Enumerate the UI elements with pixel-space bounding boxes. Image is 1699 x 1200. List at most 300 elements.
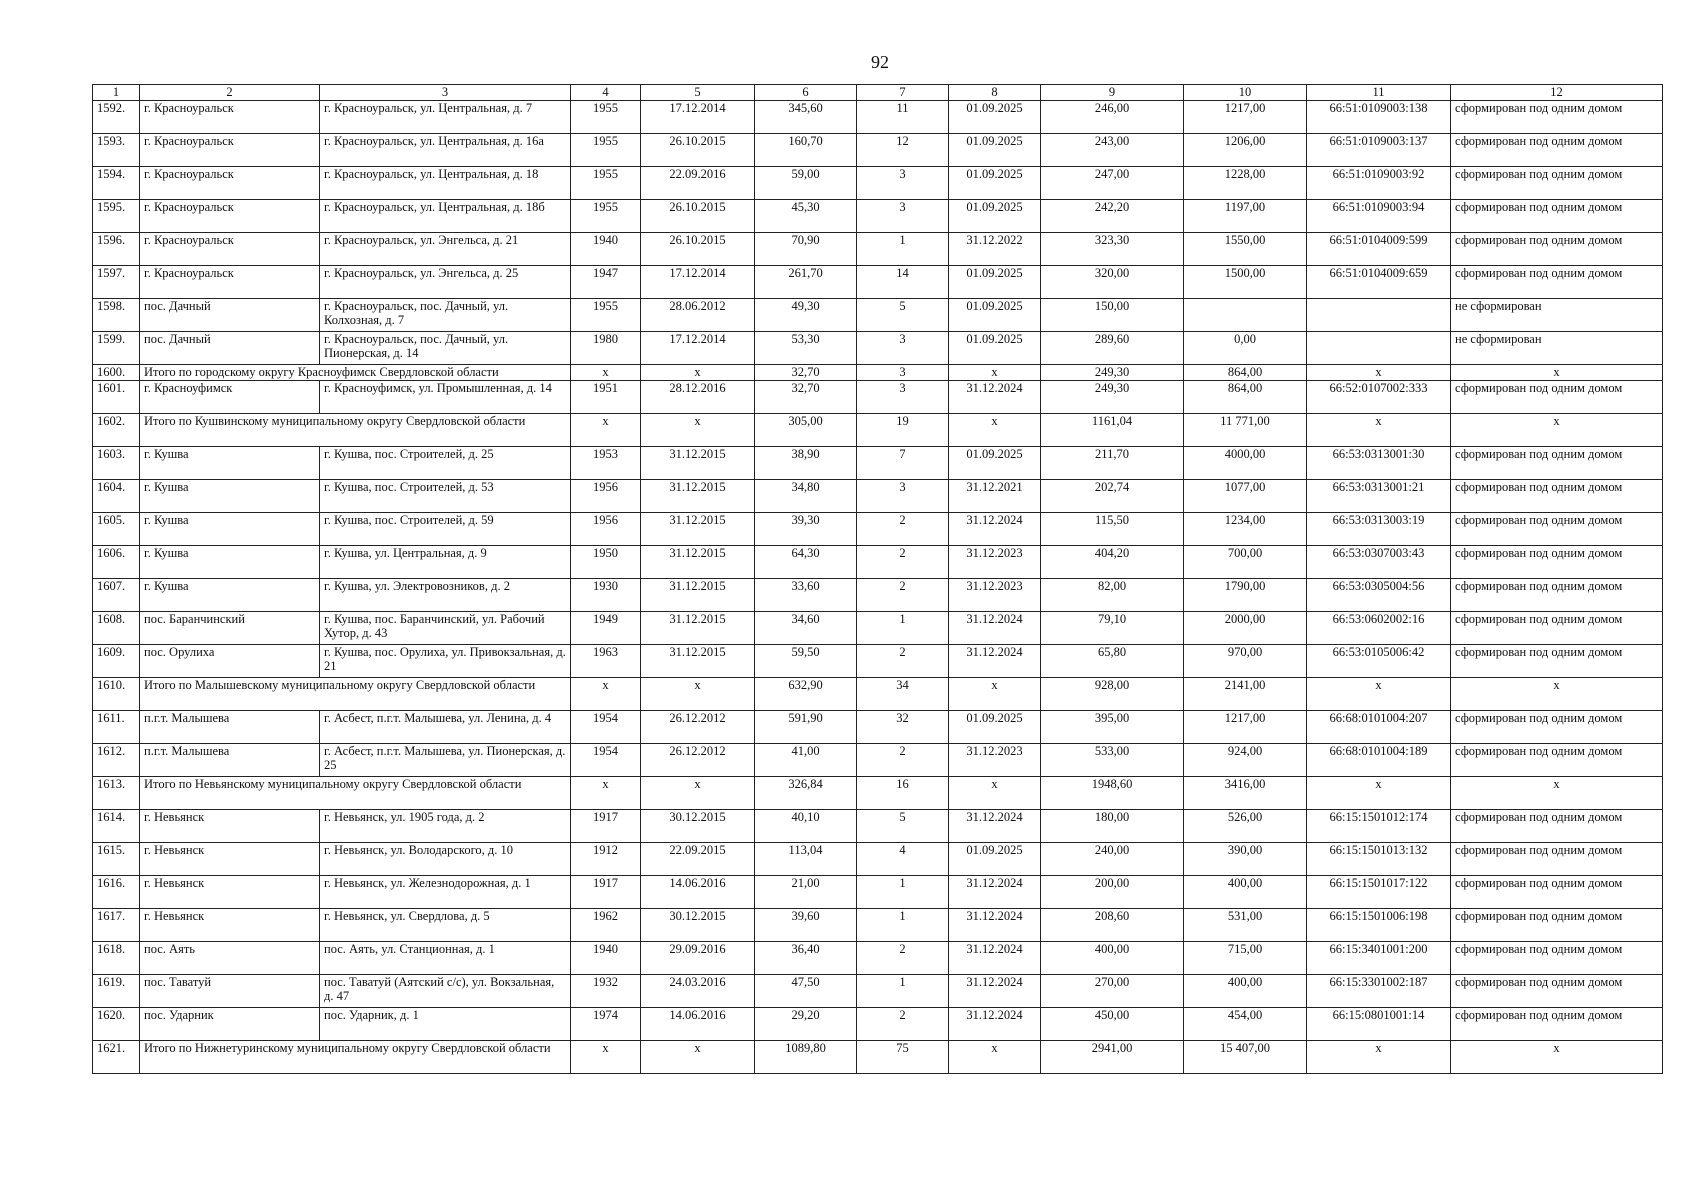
area-cell: 38,90 xyxy=(755,447,857,480)
locality-cell: г. Красноуральск xyxy=(140,266,320,299)
col10-cell: 2141,00 xyxy=(1184,678,1307,711)
col9-cell: 395,00 xyxy=(1041,711,1184,744)
deadline-cell: 31.12.2024 xyxy=(949,1008,1041,1041)
locality-cell: г. Красноуральск xyxy=(140,167,320,200)
status-cell: x xyxy=(1451,1041,1663,1074)
address-cell: г. Невьянск, ул. Свердлова, д. 5 xyxy=(320,909,571,942)
col10-cell: 970,00 xyxy=(1184,645,1307,678)
col10-cell: 1550,00 xyxy=(1184,233,1307,266)
col10-cell: 2000,00 xyxy=(1184,612,1307,645)
deadline-cell: x xyxy=(949,678,1041,711)
address-cell: г. Асбест, п.г.т. Малышева, ул. Пионерская, д. 25 xyxy=(320,744,571,777)
deadline-cell: 31.12.2024 xyxy=(949,381,1041,414)
date-cell: 24.03.2016 xyxy=(641,975,755,1008)
summary-label: Итого по Нижнетуринскому муниципальному округу Свердловской области xyxy=(140,1041,571,1074)
col9-cell: 270,00 xyxy=(1041,975,1184,1008)
status-cell: не сформирован xyxy=(1451,299,1663,332)
col9-cell: 82,00 xyxy=(1041,579,1184,612)
table-row xyxy=(93,975,1663,1008)
cadastral-number-cell: 66:51:0109003:92 xyxy=(1307,167,1451,200)
address-cell: г. Кушва, ул. Центральная, д. 9 xyxy=(320,546,571,579)
summary-row xyxy=(93,414,1663,447)
date-cell: 14.06.2016 xyxy=(641,1008,755,1041)
locality-cell: г. Кушва xyxy=(140,447,320,480)
area-cell: 32,70 xyxy=(755,365,857,381)
row-number: 1599. xyxy=(93,332,140,365)
address-cell: г. Кушва, ул. Электровозников, д. 2 xyxy=(320,579,571,612)
col10-cell: 531,00 xyxy=(1184,909,1307,942)
locality-cell: пос. Ударник xyxy=(140,1008,320,1041)
date-cell: 31.12.2015 xyxy=(641,480,755,513)
table-row xyxy=(93,810,1663,843)
address-cell: г. Невьянск, ул. Володарского, д. 10 xyxy=(320,843,571,876)
locality-cell: г. Красноуральск xyxy=(140,200,320,233)
year-cell: 1951 xyxy=(571,381,641,414)
row-number: 1595. xyxy=(93,200,140,233)
col9-cell: 249,30 xyxy=(1041,365,1184,381)
row-number: 1609. xyxy=(93,645,140,678)
row-number: 1620. xyxy=(93,1008,140,1041)
year-cell: 1947 xyxy=(571,266,641,299)
cadastral-number-cell: 66:15:1501006:198 xyxy=(1307,909,1451,942)
table-row xyxy=(93,744,1663,777)
deadline-cell: 01.09.2025 xyxy=(949,266,1041,299)
area-cell: 59,00 xyxy=(755,167,857,200)
row-number: 1602. xyxy=(93,414,140,447)
col9-cell: 289,60 xyxy=(1041,332,1184,365)
cadastral-number-cell: x xyxy=(1307,365,1451,381)
count-cell: 2 xyxy=(857,1008,949,1041)
col10-cell: 526,00 xyxy=(1184,810,1307,843)
count-cell: 2 xyxy=(857,744,949,777)
summary-row xyxy=(93,678,1663,711)
col9-cell: 79,10 xyxy=(1041,612,1184,645)
count-cell: 19 xyxy=(857,414,949,447)
year-cell: 1917 xyxy=(571,876,641,909)
table-row xyxy=(93,134,1663,167)
status-cell: x xyxy=(1451,414,1663,447)
count-cell: 3 xyxy=(857,332,949,365)
address-cell: г. Красноуральск, ул. Энгельса, д. 25 xyxy=(320,266,571,299)
col10-cell: 864,00 xyxy=(1184,365,1307,381)
row-number: 1598. xyxy=(93,299,140,332)
col9-cell: 404,20 xyxy=(1041,546,1184,579)
year-cell: 1955 xyxy=(571,167,641,200)
count-cell: 1 xyxy=(857,909,949,942)
cadastral-number-cell: 66:53:0313001:30 xyxy=(1307,447,1451,480)
locality-cell: пос. Орулиха xyxy=(140,645,320,678)
date-cell: 31.12.2015 xyxy=(641,447,755,480)
column-number-6: 6 xyxy=(755,85,857,101)
locality-cell: г. Кушва xyxy=(140,546,320,579)
col10-cell: 924,00 xyxy=(1184,744,1307,777)
date-cell: x xyxy=(641,777,755,810)
status-cell: сформирован под одним домом xyxy=(1451,546,1663,579)
year-cell: 1956 xyxy=(571,480,641,513)
deadline-cell: 01.09.2025 xyxy=(949,134,1041,167)
col9-cell: 246,00 xyxy=(1041,101,1184,134)
col9-cell: 2941,00 xyxy=(1041,1041,1184,1074)
address-cell: г. Красноуральск, ул. Центральная, д. 7 xyxy=(320,101,571,134)
col10-cell: 390,00 xyxy=(1184,843,1307,876)
row-number: 1614. xyxy=(93,810,140,843)
table-row xyxy=(93,266,1663,299)
cadastral-number-cell: 66:51:0109003:137 xyxy=(1307,134,1451,167)
col10-cell: 4000,00 xyxy=(1184,447,1307,480)
table-row xyxy=(93,843,1663,876)
status-cell: сформирован под одним домом xyxy=(1451,843,1663,876)
status-cell: сформирован под одним домом xyxy=(1451,200,1663,233)
year-cell: 1953 xyxy=(571,447,641,480)
count-cell: 3 xyxy=(857,167,949,200)
status-cell: сформирован под одним домом xyxy=(1451,909,1663,942)
date-cell: 26.12.2012 xyxy=(641,744,755,777)
date-cell: 31.12.2015 xyxy=(641,513,755,546)
date-cell: 28.12.2016 xyxy=(641,381,755,414)
cadastral-number-cell: 66:53:0105006:42 xyxy=(1307,645,1451,678)
area-cell: 261,70 xyxy=(755,266,857,299)
row-number: 1593. xyxy=(93,134,140,167)
area-cell: 59,50 xyxy=(755,645,857,678)
row-number: 1597. xyxy=(93,266,140,299)
row-number: 1613. xyxy=(93,777,140,810)
count-cell: 5 xyxy=(857,810,949,843)
locality-cell: г. Кушва xyxy=(140,513,320,546)
locality-cell: г. Невьянск xyxy=(140,876,320,909)
status-cell: сформирован под одним домом xyxy=(1451,167,1663,200)
row-number: 1605. xyxy=(93,513,140,546)
table-row xyxy=(93,101,1663,134)
count-cell: 12 xyxy=(857,134,949,167)
area-cell: 32,70 xyxy=(755,381,857,414)
date-cell: 22.09.2015 xyxy=(641,843,755,876)
col9-cell: 180,00 xyxy=(1041,810,1184,843)
col9-cell: 1948,60 xyxy=(1041,777,1184,810)
deadline-cell: 31.12.2023 xyxy=(949,546,1041,579)
deadline-cell: 01.09.2025 xyxy=(949,447,1041,480)
area-cell: 29,20 xyxy=(755,1008,857,1041)
deadline-cell: 01.09.2025 xyxy=(949,843,1041,876)
address-cell: г. Кушва, пос. Строителей, д. 59 xyxy=(320,513,571,546)
area-cell: 113,04 xyxy=(755,843,857,876)
date-cell: 22.09.2016 xyxy=(641,167,755,200)
cadastral-number-cell: 66:53:0313003:19 xyxy=(1307,513,1451,546)
date-cell: 31.12.2015 xyxy=(641,612,755,645)
date-cell: 29.09.2016 xyxy=(641,942,755,975)
locality-cell: г. Невьянск xyxy=(140,843,320,876)
col9-cell: 211,70 xyxy=(1041,447,1184,480)
date-cell: 14.06.2016 xyxy=(641,876,755,909)
status-cell: сформирован под одним домом xyxy=(1451,645,1663,678)
locality-cell: г. Невьянск xyxy=(140,909,320,942)
year-cell: 1940 xyxy=(571,233,641,266)
status-cell: x xyxy=(1451,365,1663,381)
table-row xyxy=(93,711,1663,744)
address-cell: г. Кушва, пос. Строителей, д. 53 xyxy=(320,480,571,513)
date-cell: 26.10.2015 xyxy=(641,233,755,266)
col10-cell: 1206,00 xyxy=(1184,134,1307,167)
deadline-cell: x xyxy=(949,777,1041,810)
date-cell: 28.06.2012 xyxy=(641,299,755,332)
deadline-cell: 31.12.2024 xyxy=(949,975,1041,1008)
row-number: 1611. xyxy=(93,711,140,744)
col9-cell: 400,00 xyxy=(1041,942,1184,975)
column-number-3: 3 xyxy=(320,85,571,101)
status-cell: сформирован под одним домом xyxy=(1451,513,1663,546)
cadastral-number-cell: 66:51:0109003:94 xyxy=(1307,200,1451,233)
cadastral-number-cell: 66:15:3301002:187 xyxy=(1307,975,1451,1008)
status-cell: сформирован под одним домом xyxy=(1451,612,1663,645)
count-cell: 3 xyxy=(857,200,949,233)
status-cell: сформирован под одним домом xyxy=(1451,711,1663,744)
date-cell: 30.12.2015 xyxy=(641,810,755,843)
cadastral-number-cell: x xyxy=(1307,1041,1451,1074)
row-number: 1619. xyxy=(93,975,140,1008)
cadastral-number-cell: 66:51:0104009:599 xyxy=(1307,233,1451,266)
year-cell: x xyxy=(571,1041,641,1074)
table-row xyxy=(93,645,1663,678)
deadline-cell: 01.09.2025 xyxy=(949,332,1041,365)
area-cell: 53,30 xyxy=(755,332,857,365)
year-cell: 1980 xyxy=(571,332,641,365)
area-cell: 45,30 xyxy=(755,200,857,233)
status-cell: сформирован под одним домом xyxy=(1451,579,1663,612)
cadastral-number-cell: 66:51:0109003:138 xyxy=(1307,101,1451,134)
address-cell: г. Невьянск, ул. 1905 года, д. 2 xyxy=(320,810,571,843)
address-cell: г. Красноуральск, пос. Дачный, ул. Пионерская, д. 14 xyxy=(320,332,571,365)
count-cell: 2 xyxy=(857,546,949,579)
column-number-12: 12 xyxy=(1451,85,1663,101)
summary-label: Итого по городскому округу Красноуфимск Свердловской области xyxy=(140,365,571,381)
address-cell: пос. Аять, ул. Станционная, д. 1 xyxy=(320,942,571,975)
col9-cell: 208,60 xyxy=(1041,909,1184,942)
column-number-2: 2 xyxy=(140,85,320,101)
table-row xyxy=(93,546,1663,579)
column-number-5: 5 xyxy=(641,85,755,101)
col10-cell xyxy=(1184,299,1307,332)
col10-cell: 700,00 xyxy=(1184,546,1307,579)
year-cell: 1955 xyxy=(571,134,641,167)
status-cell: сформирован под одним домом xyxy=(1451,381,1663,414)
table-row xyxy=(93,381,1663,414)
date-cell: 26.12.2012 xyxy=(641,711,755,744)
address-cell: г. Красноуфимск, ул. Промышленная, д. 14 xyxy=(320,381,571,414)
column-number-8: 8 xyxy=(949,85,1041,101)
deadline-cell: 31.12.2024 xyxy=(949,909,1041,942)
year-cell: 1955 xyxy=(571,101,641,134)
table-row xyxy=(93,447,1663,480)
area-cell: 41,00 xyxy=(755,744,857,777)
table-row xyxy=(93,233,1663,266)
row-number: 1612. xyxy=(93,744,140,777)
deadline-cell: 31.12.2021 xyxy=(949,480,1041,513)
cadastral-number-cell: x xyxy=(1307,678,1451,711)
row-number: 1603. xyxy=(93,447,140,480)
locality-cell: г. Невьянск xyxy=(140,810,320,843)
row-number: 1606. xyxy=(93,546,140,579)
year-cell: 1962 xyxy=(571,909,641,942)
col10-cell: 400,00 xyxy=(1184,975,1307,1008)
column-number-1: 1 xyxy=(93,85,140,101)
year-cell: x xyxy=(571,365,641,381)
col9-cell: 240,00 xyxy=(1041,843,1184,876)
deadline-cell: 01.09.2025 xyxy=(949,200,1041,233)
deadline-cell: 31.12.2022 xyxy=(949,233,1041,266)
address-cell: г. Кушва, пос. Баранчинский, ул. Рабочий Хутор, д. 43 xyxy=(320,612,571,645)
locality-cell: пос. Дачный xyxy=(140,332,320,365)
cadastral-number-cell: 66:53:0305004:56 xyxy=(1307,579,1451,612)
col9-cell: 323,30 xyxy=(1041,233,1184,266)
row-number: 1615. xyxy=(93,843,140,876)
deadline-cell: 31.12.2024 xyxy=(949,810,1041,843)
table-row xyxy=(93,513,1663,546)
column-number-7: 7 xyxy=(857,85,949,101)
col9-cell: 928,00 xyxy=(1041,678,1184,711)
table-row xyxy=(93,876,1663,909)
col9-cell: 243,00 xyxy=(1041,134,1184,167)
cadastral-number-cell: 66:15:1501012:174 xyxy=(1307,810,1451,843)
count-cell: 1 xyxy=(857,975,949,1008)
year-cell: 1917 xyxy=(571,810,641,843)
locality-cell: г. Красноуральск xyxy=(140,134,320,167)
col10-cell: 0,00 xyxy=(1184,332,1307,365)
row-number: 1596. xyxy=(93,233,140,266)
col10-cell: 3416,00 xyxy=(1184,777,1307,810)
count-cell: 75 xyxy=(857,1041,949,1074)
count-cell: 3 xyxy=(857,480,949,513)
table-row xyxy=(93,480,1663,513)
table-row xyxy=(93,1008,1663,1041)
locality-cell: г. Красноуральск xyxy=(140,101,320,134)
date-cell: 30.12.2015 xyxy=(641,909,755,942)
year-cell: 1963 xyxy=(571,645,641,678)
col10-cell: 1077,00 xyxy=(1184,480,1307,513)
col9-cell: 1161,04 xyxy=(1041,414,1184,447)
status-cell: сформирован под одним домом xyxy=(1451,233,1663,266)
deadline-cell: 31.12.2023 xyxy=(949,579,1041,612)
year-cell: 1974 xyxy=(571,1008,641,1041)
area-cell: 345,60 xyxy=(755,101,857,134)
cadastral-number-cell: x xyxy=(1307,777,1451,810)
address-cell: г. Красноуральск, ул. Центральная, д. 18 xyxy=(320,167,571,200)
table-row xyxy=(93,909,1663,942)
date-cell: 26.10.2015 xyxy=(641,134,755,167)
cadastral-number-cell: 66:15:0801001:14 xyxy=(1307,1008,1451,1041)
col9-cell: 320,00 xyxy=(1041,266,1184,299)
locality-cell: пос. Баранчинский xyxy=(140,612,320,645)
row-number: 1618. xyxy=(93,942,140,975)
col10-cell: 1790,00 xyxy=(1184,579,1307,612)
count-cell: 32 xyxy=(857,711,949,744)
col9-cell: 242,20 xyxy=(1041,200,1184,233)
address-cell: г. Кушва, пос. Строителей, д. 25 xyxy=(320,447,571,480)
cadastral-number-cell: 66:53:0313001:21 xyxy=(1307,480,1451,513)
col9-cell: 65,80 xyxy=(1041,645,1184,678)
table-row xyxy=(93,612,1663,645)
count-cell: 3 xyxy=(857,365,949,381)
address-cell: г. Асбест, п.г.т. Малышева, ул. Ленина, д. 4 xyxy=(320,711,571,744)
date-cell: 17.12.2014 xyxy=(641,101,755,134)
deadline-cell: 31.12.2024 xyxy=(949,513,1041,546)
status-cell: сформирован под одним домом xyxy=(1451,942,1663,975)
address-cell: г. Невьянск, ул. Железнодорожная, д. 1 xyxy=(320,876,571,909)
area-cell: 632,90 xyxy=(755,678,857,711)
deadline-cell: 31.12.2024 xyxy=(949,876,1041,909)
year-cell: 1955 xyxy=(571,299,641,332)
column-number-4: 4 xyxy=(571,85,641,101)
cadastral-number-cell: 66:15:1501017:122 xyxy=(1307,876,1451,909)
area-cell: 36,40 xyxy=(755,942,857,975)
table-row xyxy=(93,200,1663,233)
col9-cell: 533,00 xyxy=(1041,744,1184,777)
year-cell: 1954 xyxy=(571,711,641,744)
status-cell: сформирован под одним домом xyxy=(1451,975,1663,1008)
deadline-cell: 31.12.2024 xyxy=(949,942,1041,975)
status-cell: сформирован под одним домом xyxy=(1451,810,1663,843)
col9-cell: 150,00 xyxy=(1041,299,1184,332)
deadline-cell: 31.12.2024 xyxy=(949,612,1041,645)
row-number: 1607. xyxy=(93,579,140,612)
year-cell: x xyxy=(571,678,641,711)
cadastral-number-cell: 66:15:3401001:200 xyxy=(1307,942,1451,975)
count-cell: 16 xyxy=(857,777,949,810)
row-number: 1616. xyxy=(93,876,140,909)
count-cell: 2 xyxy=(857,645,949,678)
year-cell: 1940 xyxy=(571,942,641,975)
area-cell: 64,30 xyxy=(755,546,857,579)
area-cell: 305,00 xyxy=(755,414,857,447)
year-cell: 1949 xyxy=(571,612,641,645)
summary-row xyxy=(93,365,1663,381)
col10-cell: 864,00 xyxy=(1184,381,1307,414)
year-cell: 1954 xyxy=(571,744,641,777)
locality-cell: г. Кушва xyxy=(140,480,320,513)
area-cell: 47,50 xyxy=(755,975,857,1008)
address-cell: г. Красноуральск, ул. Энгельса, д. 21 xyxy=(320,233,571,266)
cadastral-number-cell: 66:68:0101004:207 xyxy=(1307,711,1451,744)
status-cell: сформирован под одним домом xyxy=(1451,876,1663,909)
col10-cell: 400,00 xyxy=(1184,876,1307,909)
date-cell: 17.12.2014 xyxy=(641,266,755,299)
table-row xyxy=(93,942,1663,975)
summary-label: Итого по Невьянскому муниципальному округу Свердловской области xyxy=(140,777,571,810)
locality-cell: пос. Аять xyxy=(140,942,320,975)
address-cell: г. Кушва, пос. Орулиха, ул. Привокзальная, д. 21 xyxy=(320,645,571,678)
count-cell: 2 xyxy=(857,579,949,612)
cadastral-number-cell: 66:52:0107002:333 xyxy=(1307,381,1451,414)
status-cell: x xyxy=(1451,777,1663,810)
col10-cell: 1228,00 xyxy=(1184,167,1307,200)
table-row xyxy=(93,167,1663,200)
cadastral-number-cell xyxy=(1307,299,1451,332)
status-cell: x xyxy=(1451,678,1663,711)
col10-cell: 715,00 xyxy=(1184,942,1307,975)
year-cell: x xyxy=(571,777,641,810)
column-number-10: 10 xyxy=(1184,85,1307,101)
year-cell: 1950 xyxy=(571,546,641,579)
count-cell: 14 xyxy=(857,266,949,299)
deadline-cell: 31.12.2024 xyxy=(949,645,1041,678)
locality-cell: г. Красноуральск xyxy=(140,233,320,266)
deadline-cell: x xyxy=(949,1041,1041,1074)
row-number: 1621. xyxy=(93,1041,140,1074)
status-cell: не сформирован xyxy=(1451,332,1663,365)
col10-cell: 1197,00 xyxy=(1184,200,1307,233)
col9-cell: 200,00 xyxy=(1041,876,1184,909)
col10-cell: 11 771,00 xyxy=(1184,414,1307,447)
col10-cell: 1217,00 xyxy=(1184,711,1307,744)
count-cell: 7 xyxy=(857,447,949,480)
